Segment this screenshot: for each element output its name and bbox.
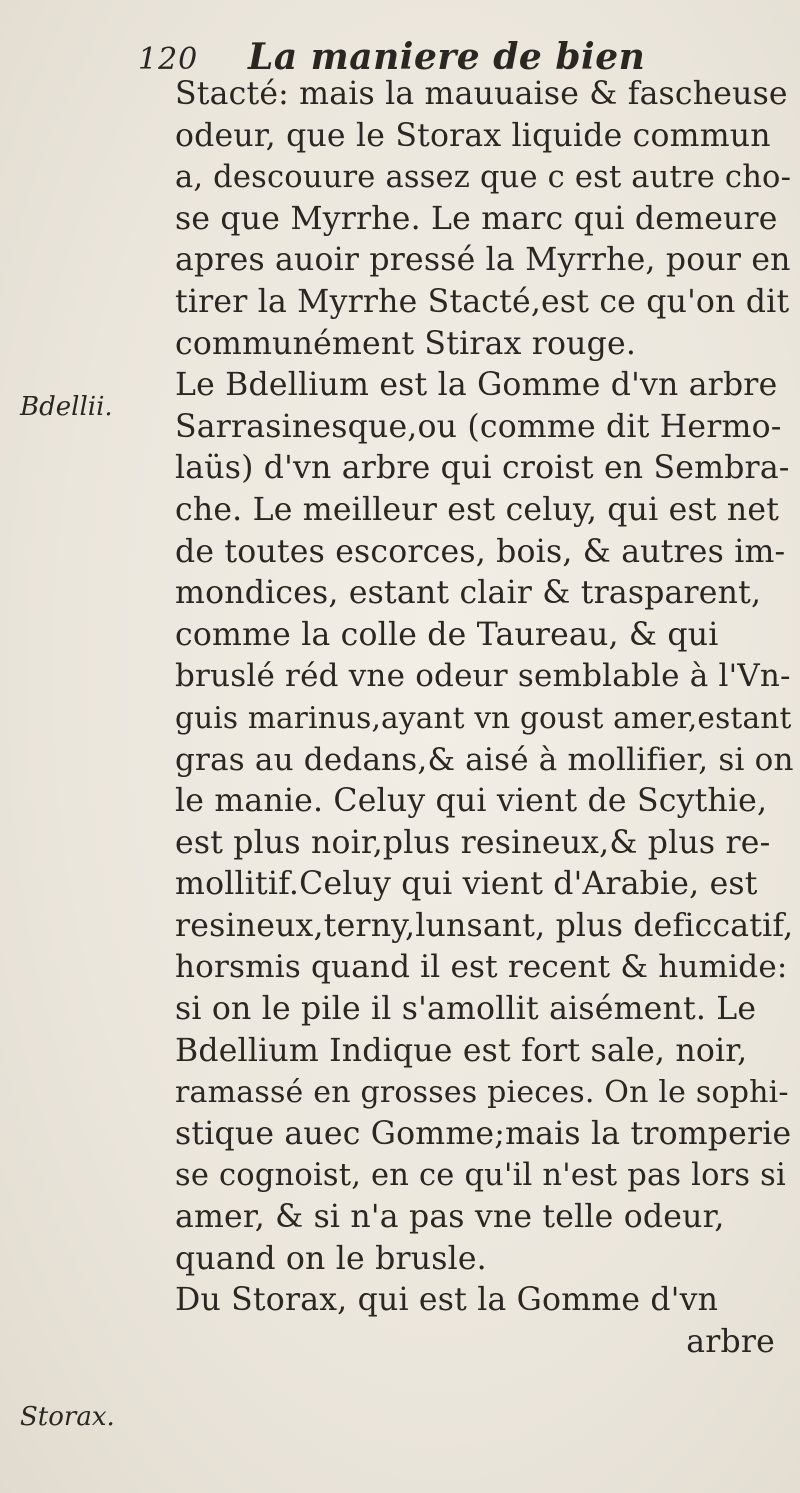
text-line: amer, & si n'a pas vne telle odeur,	[175, 1199, 725, 1236]
text-line: stique auec Gomme;mais la tromperie	[175, 1115, 792, 1152]
text-line: bruslé réd vne odeur semblable à l'Vn-	[175, 658, 791, 695]
text-line: Du Storax, qui est la Gomme d'vn	[175, 1282, 719, 1319]
running-head: La maniere de bien	[248, 36, 646, 78]
body-text	[175, 74, 795, 1363]
text-line: mondices, estant clair & trasparent,	[175, 575, 762, 612]
text-line: horsmis quand il est recent & humide:	[175, 949, 788, 986]
text-line: gras au dedans,& aisé à mollifier, si on	[175, 741, 794, 778]
text-line: se que Myrrhe. Le marc qui demeure	[175, 200, 778, 237]
margin-note-storax: Storax.	[20, 1402, 115, 1432]
text-line: comme la colle de Taureau, & qui	[175, 616, 719, 653]
text-line: Stacté: mais la mauuaise & fascheuse	[175, 76, 788, 112]
catchword: arbre	[686, 1323, 775, 1360]
text-line: le manie. Celuy qui vient de Scythie,	[175, 783, 768, 820]
text-line: mollitif.Celuy qui vient d'Arabie, est	[175, 866, 758, 903]
text-line: guis marinus,ayant vn goust amer,estant	[175, 700, 792, 735]
text-line: apres auoir pressé la Myrrhe, pour en	[175, 242, 791, 279]
text-line: si on le pile il s'amollit aisément. Le	[175, 991, 757, 1028]
page-number: 120	[138, 42, 199, 77]
text-line: quand on le brusle.	[175, 1240, 487, 1277]
text-line: laüs) d'vn arbre qui croist en Sembra-	[175, 450, 790, 487]
text-line: tirer la Myrrhe Stacté,est ce qu'on dit	[175, 283, 790, 320]
text-line: Le Bdellium est la Gomme d'vn arbre	[175, 367, 778, 404]
text-line: che. Le meilleur est celuy, qui est net	[175, 491, 780, 528]
text-line: Sarrasinesque,ou (comme dit Hermo-	[175, 408, 782, 445]
text-line: se cognoist, en ce qu'il n'est pas lors si	[175, 1158, 786, 1194]
text-line: ramassé en grosses pieces. On le sophi-	[175, 1075, 789, 1111]
text-line: Bdellium Indique est fort sale, noir,	[175, 1032, 748, 1069]
text-line: a, descouure assez que c est autre cho-	[175, 160, 792, 196]
text-line: odeur, que le Storax liquide commun	[175, 117, 771, 154]
text-line: resineux,terny,lunsant, plus deficcatif,	[175, 907, 794, 944]
margin-note-bdellium: Bdellii.	[20, 392, 113, 422]
text-line: communément Stirax rouge.	[175, 325, 637, 362]
text-line: est plus noir,plus resineux,& plus re-	[175, 824, 771, 861]
text-line: de toutes escorces, bois, & autres im-	[175, 533, 786, 570]
